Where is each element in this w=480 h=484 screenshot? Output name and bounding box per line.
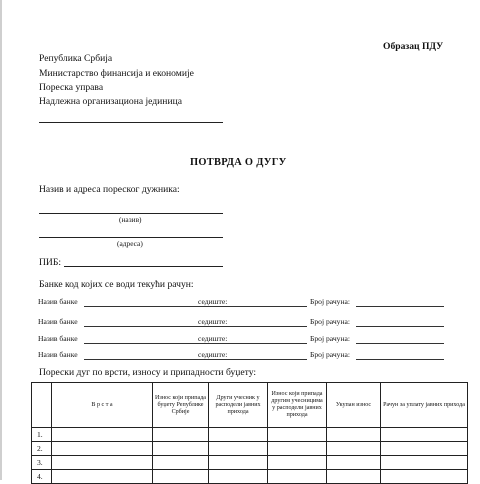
bank-account-line [356,343,444,344]
bank-name-label: Назив банке [38,317,78,326]
table-cell [268,428,327,442]
form-code: Образац ПДУ [383,41,444,52]
bank-account-label: Број рачуна: [310,297,350,306]
table-cell [268,442,327,456]
bank-name-line [84,326,230,327]
table-cell [209,428,268,442]
bank-name-label: Назив банке [38,350,78,359]
debtor-address-caption: (адреса) [117,239,143,248]
table-cell [153,456,209,470]
debtor-address-line [39,237,223,238]
bank-seat-line [229,359,307,360]
col-header-number [32,383,52,428]
bank-row [38,350,448,362]
table-cell [209,442,268,456]
bank-name-line [84,343,230,344]
page-edge-shadow [0,0,2,480]
table-row [32,442,468,456]
bank-seat-label: седиште: [198,334,228,343]
document-title: ПОТВРДА О ДУГУ [190,157,287,168]
row-number: 1. [32,428,52,442]
table-cell [153,442,209,456]
pib-line [64,266,223,267]
debtor-name-caption: (назив) [119,215,142,224]
col-header-republic-amount: Износ који припада буџету Републике Србије [153,383,209,428]
bank-account-line [356,359,444,360]
debtor-heading: Назив и адреса пореског дужника: [39,184,180,195]
pib-label: ПИБ: [39,257,62,268]
col-header-type: В р с т а [52,383,153,428]
table-cell [52,456,153,470]
header-line-ministry: Министарство финансија и економије [39,68,194,79]
col-header-payment-account: Рачун за уплату јавних прихода [381,383,468,428]
bank-seat-line [229,326,307,327]
debt-table-heading: Порески дуг по врсти, износу и припадности буџету: [39,367,257,378]
col-header-total: Укупан износ [327,383,381,428]
table-cell [381,428,468,442]
table-cell [327,470,381,484]
bank-row [38,297,448,309]
table-row [32,456,468,470]
table-cell [52,470,153,484]
bank-seat-line [229,343,307,344]
debt-table-header-row [32,383,468,428]
header-line-republic: Република Србија [39,53,113,64]
bank-name-label: Назив банке [38,334,78,343]
banks-heading: Банке код којих се води текући рачун: [39,279,194,290]
table-cell [52,428,153,442]
bank-seat-label: седиште: [198,317,228,326]
bank-seat-line [229,306,307,307]
bank-account-line [356,326,444,327]
bank-account-label: Број рачуна: [310,317,350,326]
bank-row [38,334,448,346]
table-cell [381,442,468,456]
bank-name-line [84,306,230,307]
table-row [32,428,468,442]
table-cell [381,456,468,470]
bank-name-line [84,359,230,360]
bank-seat-label: седиште: [198,297,228,306]
table-cell [209,456,268,470]
table-cell [268,470,327,484]
header-line-tax-administration: Пореска управа [39,82,104,93]
table-cell [153,428,209,442]
debtor-name-line [39,213,223,214]
row-number: 4. [32,470,52,484]
table-cell [327,456,381,470]
row-number: 3. [32,456,52,470]
table-cell [52,442,153,456]
header-line-org-unit: Надлежна организациона јединица [39,96,182,107]
table-cell [153,470,209,484]
bank-account-label: Број рачуна: [310,334,350,343]
row-number: 2. [32,442,52,456]
col-header-other-amount: Износ који припада другим учесницима у расподели јавних прихода [268,383,327,428]
table-cell [268,456,327,470]
bank-account-line [356,306,444,307]
debt-table [31,382,468,484]
org-unit-underline [39,122,223,123]
bank-row [38,317,448,329]
table-row [32,470,468,484]
table-cell [209,470,268,484]
bank-seat-label: седиште: [198,350,228,359]
table-cell [327,428,381,442]
table-cell [381,470,468,484]
col-header-other-participant: Други учесник у расподели јавних прихода [209,383,268,428]
bank-name-label: Назив банке [38,297,78,306]
table-cell [327,442,381,456]
bank-account-label: Број рачуна: [310,350,350,359]
